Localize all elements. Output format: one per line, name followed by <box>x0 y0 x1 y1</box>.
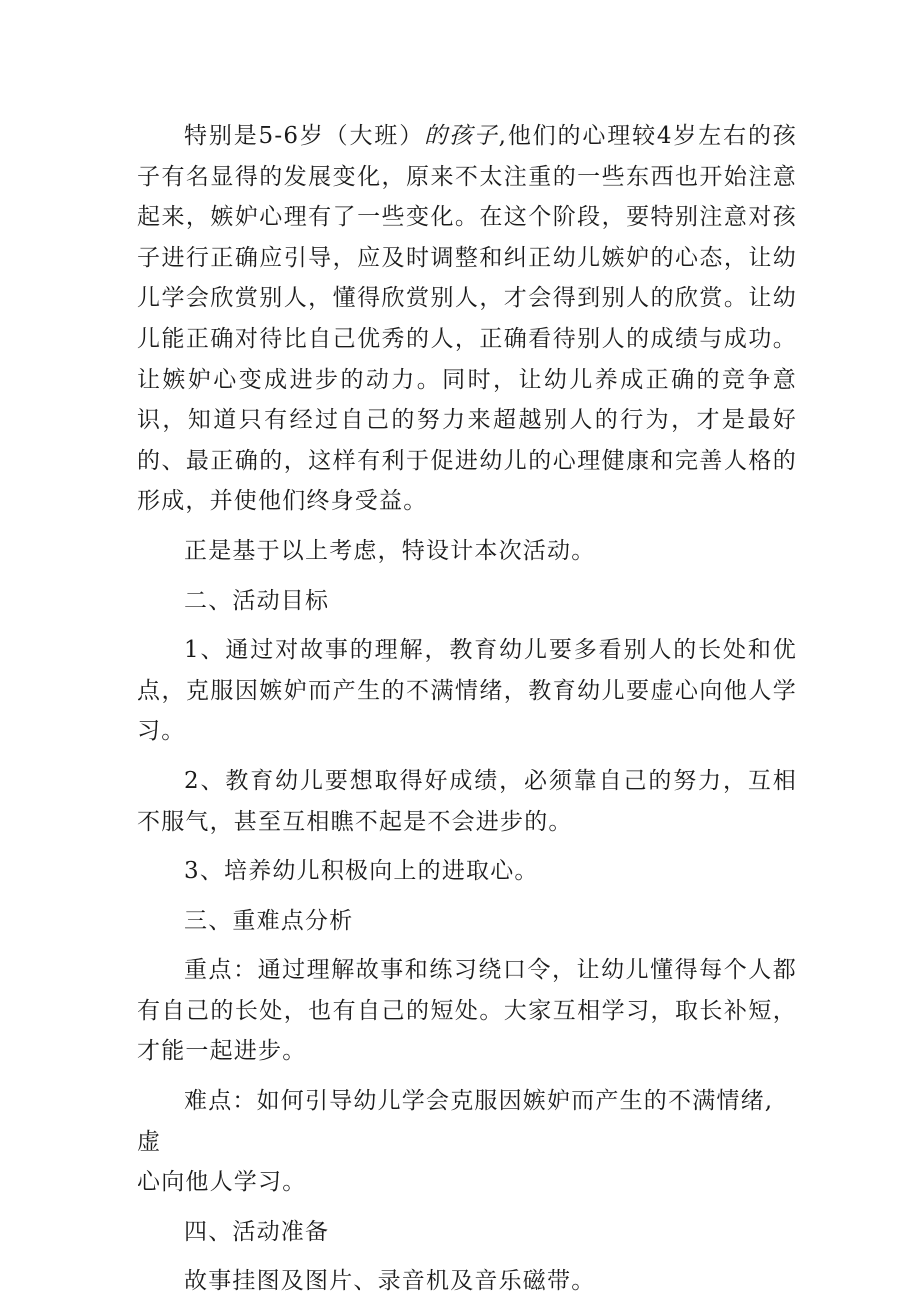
goal-item-1: 1、通过对故事的理解，教育幼儿要多看别人的长处和优点，克服因嫉妒而产生的不满情绪，教育幼儿要虚心向他人学习。 <box>137 637 797 745</box>
intro-text-italic: 的孩子 <box>424 123 499 149</box>
goal-item-2: 2、教育幼儿要想取得好成绩，必须靠自己的努力，互相不服气，甚至互相瞧不起是不会进步的。 <box>137 767 797 835</box>
section-heading-key-points: 三、重难点分析 <box>184 907 354 934</box>
section-heading-goals: 二、活动目标 <box>184 587 330 614</box>
goal-item-3: 3、培养幼儿积极向上的进取心。 <box>184 858 539 885</box>
materials-paragraph: 故事挂图及图片、录音机及音乐磁带。 <box>184 1268 596 1295</box>
document-page <box>137 116 797 1302</box>
section-heading-preparation: 四、活动准备 <box>184 1218 330 1245</box>
intro-paragraph <box>137 116 797 522</box>
difficulty-line-1: 难点：如何引导幼儿学会克服因嫉妒而产生的不满情绪,虚 <box>137 1088 774 1155</box>
intro-text-rest: ,他们的心理较4岁左右的孩子有名显得的发展变化，原来不太注重的一些东西也开始注意起来，嫉妒心理有了一些变化。在这个阶段，要特别注意对孩子进行正确应引导，应及时调整和纠正幼儿嫉妒的心态，让幼儿学会欣赏别人，懂得欣赏别人，才会得到别人的欣赏。让幼儿能正确对待比自己优秀的人，正确看待别人的成绩与成功。让嫉妒心变成进步的动力。同时，让幼儿养成正确的竞争意识，知道只有经过自己的努力来超越别人的行为，才是最好的、最正确的，这样有利于促进幼儿的心理健康和完善人格的形成，并使他们终身受益。 <box>137 123 797 515</box>
basis-paragraph: 正是基于以上考虑，特设计本次活动。 <box>184 537 596 564</box>
key-point-paragraph: 重点：通过理解故事和练习绕口令，让幼儿懂得每个人都有自己的长处，也有自己的短处。大家互相学习，取长补短，才能一起进步。 <box>137 957 797 1065</box>
intro-text-start: 特别是5-6岁（大班） <box>184 123 425 149</box>
difficulty-line-2: 心向他人学习。 <box>137 1169 307 1196</box>
